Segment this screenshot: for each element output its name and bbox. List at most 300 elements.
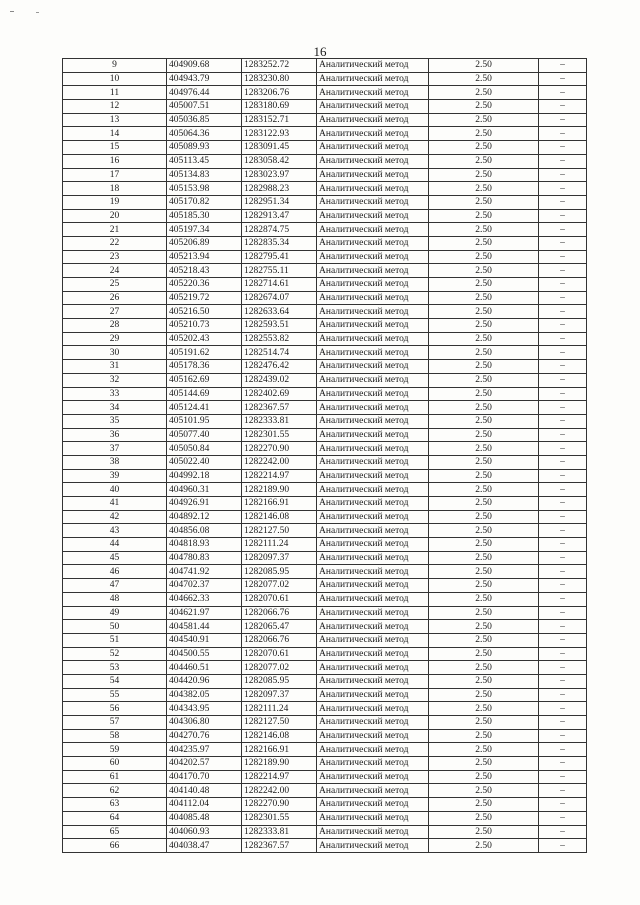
table-row bbox=[63, 702, 587, 716]
method-cell: Аналитический метод bbox=[317, 360, 429, 374]
method-cell: Аналитический метод bbox=[317, 250, 429, 264]
point-number-cell: 47 bbox=[63, 579, 167, 593]
x-coordinate-cell: 404235.97 bbox=[167, 743, 242, 757]
dash-cell: – bbox=[539, 633, 587, 647]
y-coordinate-cell: 1282402.69 bbox=[242, 387, 317, 401]
method-cell: Аналитический метод bbox=[317, 497, 429, 511]
dash-cell: – bbox=[539, 811, 587, 825]
table-row bbox=[63, 305, 587, 319]
table-row bbox=[63, 442, 587, 456]
table-row bbox=[63, 592, 587, 606]
dash-cell: – bbox=[539, 661, 587, 675]
x-coordinate-cell: 404926.91 bbox=[167, 497, 242, 511]
error-cell: 2.50 bbox=[429, 373, 539, 387]
method-cell: Аналитический метод bbox=[317, 291, 429, 305]
dash-cell: – bbox=[539, 455, 587, 469]
method-cell: Аналитический метод bbox=[317, 579, 429, 593]
error-cell: 2.50 bbox=[429, 770, 539, 784]
x-coordinate-cell: 404306.80 bbox=[167, 716, 242, 730]
method-cell: Аналитический метод bbox=[317, 606, 429, 620]
method-cell: Аналитический метод bbox=[317, 100, 429, 114]
x-coordinate-cell: 405191.62 bbox=[167, 346, 242, 360]
x-coordinate-cell: 404382.05 bbox=[167, 688, 242, 702]
x-coordinate-cell: 405210.73 bbox=[167, 319, 242, 333]
dash-cell: – bbox=[539, 195, 587, 209]
table-row bbox=[63, 141, 587, 155]
method-cell: Аналитический метод bbox=[317, 373, 429, 387]
point-number-cell: 14 bbox=[63, 127, 167, 141]
x-coordinate-cell: 404662.33 bbox=[167, 592, 242, 606]
table-row bbox=[63, 455, 587, 469]
table-row bbox=[63, 182, 587, 196]
y-coordinate-cell: 1282066.76 bbox=[242, 633, 317, 647]
y-coordinate-cell: 1283122.93 bbox=[242, 127, 317, 141]
error-cell: 2.50 bbox=[429, 428, 539, 442]
x-coordinate-cell: 405050.84 bbox=[167, 442, 242, 456]
table-row bbox=[63, 743, 587, 757]
method-cell: Аналитический метод bbox=[317, 168, 429, 182]
point-number-cell: 44 bbox=[63, 538, 167, 552]
dash-cell: – bbox=[539, 620, 587, 634]
method-cell: Аналитический метод bbox=[317, 319, 429, 333]
table-row bbox=[63, 168, 587, 182]
x-coordinate-cell: 404085.48 bbox=[167, 811, 242, 825]
dash-cell: – bbox=[539, 319, 587, 333]
x-coordinate-cell: 405216.50 bbox=[167, 305, 242, 319]
y-coordinate-cell: 1282633.64 bbox=[242, 305, 317, 319]
scan-speck bbox=[36, 12, 39, 13]
x-coordinate-cell: 404140.48 bbox=[167, 784, 242, 798]
x-coordinate-cell: 404741.92 bbox=[167, 565, 242, 579]
method-cell: Аналитический метод bbox=[317, 716, 429, 730]
table-row bbox=[63, 360, 587, 374]
table-row bbox=[63, 579, 587, 593]
point-number-cell: 35 bbox=[63, 414, 167, 428]
dash-cell: – bbox=[539, 743, 587, 757]
table-row bbox=[63, 524, 587, 538]
dash-cell: – bbox=[539, 72, 587, 86]
table-row bbox=[63, 633, 587, 647]
error-cell: 2.50 bbox=[429, 674, 539, 688]
error-cell: 2.50 bbox=[429, 223, 539, 237]
dash-cell: – bbox=[539, 250, 587, 264]
point-number-cell: 60 bbox=[63, 757, 167, 771]
dash-cell: – bbox=[539, 59, 587, 73]
x-coordinate-cell: 404818.93 bbox=[167, 538, 242, 552]
table-row bbox=[63, 127, 587, 141]
method-cell: Аналитический метод bbox=[317, 620, 429, 634]
point-number-cell: 33 bbox=[63, 387, 167, 401]
x-coordinate-cell: 404581.44 bbox=[167, 620, 242, 634]
point-number-cell: 24 bbox=[63, 264, 167, 278]
table-row bbox=[63, 839, 587, 853]
method-cell: Аналитический метод bbox=[317, 592, 429, 606]
x-coordinate-cell: 405218.43 bbox=[167, 264, 242, 278]
y-coordinate-cell: 1282127.50 bbox=[242, 524, 317, 538]
dash-cell: – bbox=[539, 414, 587, 428]
table-row bbox=[63, 798, 587, 812]
dash-cell: – bbox=[539, 469, 587, 483]
point-number-cell: 36 bbox=[63, 428, 167, 442]
method-cell: Аналитический метод bbox=[317, 414, 429, 428]
dash-cell: – bbox=[539, 360, 587, 374]
point-number-cell: 52 bbox=[63, 647, 167, 661]
y-coordinate-cell: 1282514.74 bbox=[242, 346, 317, 360]
x-coordinate-cell: 405064.36 bbox=[167, 127, 242, 141]
dash-cell: – bbox=[539, 524, 587, 538]
error-cell: 2.50 bbox=[429, 798, 539, 812]
dash-cell: – bbox=[539, 770, 587, 784]
y-coordinate-cell: 1282270.90 bbox=[242, 442, 317, 456]
point-number-cell: 31 bbox=[63, 360, 167, 374]
table-row bbox=[63, 428, 587, 442]
y-coordinate-cell: 1282874.75 bbox=[242, 223, 317, 237]
table-row bbox=[63, 825, 587, 839]
dash-cell: – bbox=[539, 346, 587, 360]
dash-cell: – bbox=[539, 825, 587, 839]
error-cell: 2.50 bbox=[429, 332, 539, 346]
method-cell: Аналитический метод bbox=[317, 428, 429, 442]
table-row bbox=[63, 606, 587, 620]
dash-cell: – bbox=[539, 182, 587, 196]
y-coordinate-cell: 1282242.00 bbox=[242, 455, 317, 469]
x-coordinate-cell: 405162.69 bbox=[167, 373, 242, 387]
method-cell: Аналитический метод bbox=[317, 113, 429, 127]
point-number-cell: 56 bbox=[63, 702, 167, 716]
error-cell: 2.50 bbox=[429, 168, 539, 182]
table-row bbox=[63, 551, 587, 565]
x-coordinate-cell: 404170.70 bbox=[167, 770, 242, 784]
table-row bbox=[63, 401, 587, 415]
point-number-cell: 26 bbox=[63, 291, 167, 305]
dash-cell: – bbox=[539, 86, 587, 100]
dash-cell: – bbox=[539, 154, 587, 168]
dash-cell: – bbox=[539, 674, 587, 688]
y-coordinate-cell: 1282755.11 bbox=[242, 264, 317, 278]
error-cell: 2.50 bbox=[429, 113, 539, 127]
y-coordinate-cell: 1282214.97 bbox=[242, 469, 317, 483]
x-coordinate-cell: 404892.12 bbox=[167, 510, 242, 524]
y-coordinate-cell: 1282333.81 bbox=[242, 825, 317, 839]
dash-cell: – bbox=[539, 428, 587, 442]
x-coordinate-cell: 404038.47 bbox=[167, 839, 242, 853]
x-coordinate-cell: 405185.30 bbox=[167, 209, 242, 223]
dash-cell: – bbox=[539, 757, 587, 771]
point-number-cell: 30 bbox=[63, 346, 167, 360]
point-number-cell: 15 bbox=[63, 141, 167, 155]
y-coordinate-cell: 1282070.61 bbox=[242, 592, 317, 606]
dash-cell: – bbox=[539, 688, 587, 702]
table-row bbox=[63, 387, 587, 401]
dash-cell: – bbox=[539, 551, 587, 565]
dash-cell: – bbox=[539, 565, 587, 579]
point-number-cell: 54 bbox=[63, 674, 167, 688]
table-row bbox=[63, 86, 587, 100]
x-coordinate-cell: 405134.83 bbox=[167, 168, 242, 182]
x-coordinate-cell: 405178.36 bbox=[167, 360, 242, 374]
dash-cell: – bbox=[539, 442, 587, 456]
point-number-cell: 61 bbox=[63, 770, 167, 784]
x-coordinate-cell: 404540.91 bbox=[167, 633, 242, 647]
error-cell: 2.50 bbox=[429, 483, 539, 497]
error-cell: 2.50 bbox=[429, 319, 539, 333]
method-cell: Аналитический метод bbox=[317, 127, 429, 141]
x-coordinate-cell: 405124.41 bbox=[167, 401, 242, 415]
method-cell: Аналитический метод bbox=[317, 278, 429, 292]
x-coordinate-cell: 405206.89 bbox=[167, 236, 242, 250]
y-coordinate-cell: 1282913.47 bbox=[242, 209, 317, 223]
error-cell: 2.50 bbox=[429, 524, 539, 538]
error-cell: 2.50 bbox=[429, 497, 539, 511]
dash-cell: – bbox=[539, 702, 587, 716]
y-coordinate-cell: 1283023.97 bbox=[242, 168, 317, 182]
error-cell: 2.50 bbox=[429, 250, 539, 264]
point-number-cell: 22 bbox=[63, 236, 167, 250]
dash-cell: – bbox=[539, 647, 587, 661]
coordinates-table bbox=[62, 58, 587, 853]
error-cell: 2.50 bbox=[429, 141, 539, 155]
y-coordinate-cell: 1282214.97 bbox=[242, 770, 317, 784]
point-number-cell: 19 bbox=[63, 195, 167, 209]
error-cell: 2.50 bbox=[429, 661, 539, 675]
point-number-cell: 17 bbox=[63, 168, 167, 182]
point-number-cell: 20 bbox=[63, 209, 167, 223]
method-cell: Аналитический метод bbox=[317, 236, 429, 250]
x-coordinate-cell: 404780.83 bbox=[167, 551, 242, 565]
y-coordinate-cell: 1282065.47 bbox=[242, 620, 317, 634]
dash-cell: – bbox=[539, 168, 587, 182]
method-cell: Аналитический метод bbox=[317, 688, 429, 702]
error-cell: 2.50 bbox=[429, 811, 539, 825]
x-coordinate-cell: 405153.98 bbox=[167, 182, 242, 196]
error-cell: 2.50 bbox=[429, 538, 539, 552]
y-coordinate-cell: 1282097.37 bbox=[242, 551, 317, 565]
error-cell: 2.50 bbox=[429, 455, 539, 469]
x-coordinate-cell: 404500.55 bbox=[167, 647, 242, 661]
table-row bbox=[63, 278, 587, 292]
method-cell: Аналитический метод bbox=[317, 770, 429, 784]
dash-cell: – bbox=[539, 373, 587, 387]
table-row bbox=[63, 497, 587, 511]
table-row bbox=[63, 510, 587, 524]
dash-cell: – bbox=[539, 510, 587, 524]
x-coordinate-cell: 405202.43 bbox=[167, 332, 242, 346]
y-coordinate-cell: 1282077.02 bbox=[242, 661, 317, 675]
point-number-cell: 27 bbox=[63, 305, 167, 319]
dash-cell: – bbox=[539, 387, 587, 401]
dash-cell: – bbox=[539, 729, 587, 743]
dash-cell: – bbox=[539, 291, 587, 305]
y-coordinate-cell: 1282951.34 bbox=[242, 195, 317, 209]
table-row bbox=[63, 661, 587, 675]
x-coordinate-cell: 405089.93 bbox=[167, 141, 242, 155]
point-number-cell: 32 bbox=[63, 373, 167, 387]
dash-cell: – bbox=[539, 113, 587, 127]
point-number-cell: 53 bbox=[63, 661, 167, 675]
error-cell: 2.50 bbox=[429, 551, 539, 565]
dash-cell: – bbox=[539, 209, 587, 223]
error-cell: 2.50 bbox=[429, 633, 539, 647]
x-coordinate-cell: 404856.08 bbox=[167, 524, 242, 538]
y-coordinate-cell: 1282593.51 bbox=[242, 319, 317, 333]
point-number-cell: 42 bbox=[63, 510, 167, 524]
method-cell: Аналитический метод bbox=[317, 538, 429, 552]
y-coordinate-cell: 1282111.24 bbox=[242, 538, 317, 552]
y-coordinate-cell: 1282077.02 bbox=[242, 579, 317, 593]
method-cell: Аналитический метод bbox=[317, 195, 429, 209]
point-number-cell: 10 bbox=[63, 72, 167, 86]
method-cell: Аналитический метод bbox=[317, 674, 429, 688]
x-coordinate-cell: 404420.96 bbox=[167, 674, 242, 688]
method-cell: Аналитический метод bbox=[317, 839, 429, 853]
method-cell: Аналитический метод bbox=[317, 59, 429, 73]
y-coordinate-cell: 1282070.61 bbox=[242, 647, 317, 661]
table-row bbox=[63, 113, 587, 127]
point-number-cell: 46 bbox=[63, 565, 167, 579]
x-coordinate-cell: 405213.94 bbox=[167, 250, 242, 264]
point-number-cell: 34 bbox=[63, 401, 167, 415]
error-cell: 2.50 bbox=[429, 209, 539, 223]
method-cell: Аналитический метод bbox=[317, 757, 429, 771]
y-coordinate-cell: 1282835.34 bbox=[242, 236, 317, 250]
error-cell: 2.50 bbox=[429, 839, 539, 853]
scan-speck bbox=[10, 11, 14, 12]
method-cell: Аналитический метод bbox=[317, 798, 429, 812]
dash-cell: – bbox=[539, 264, 587, 278]
method-cell: Аналитический метод bbox=[317, 565, 429, 579]
x-coordinate-cell: 405022.40 bbox=[167, 455, 242, 469]
error-cell: 2.50 bbox=[429, 784, 539, 798]
method-cell: Аналитический метод bbox=[317, 811, 429, 825]
error-cell: 2.50 bbox=[429, 154, 539, 168]
error-cell: 2.50 bbox=[429, 278, 539, 292]
dash-cell: – bbox=[539, 236, 587, 250]
error-cell: 2.50 bbox=[429, 510, 539, 524]
method-cell: Аналитический метод bbox=[317, 332, 429, 346]
error-cell: 2.50 bbox=[429, 469, 539, 483]
table-row bbox=[63, 674, 587, 688]
error-cell: 2.50 bbox=[429, 195, 539, 209]
point-number-cell: 28 bbox=[63, 319, 167, 333]
error-cell: 2.50 bbox=[429, 565, 539, 579]
point-number-cell: 21 bbox=[63, 223, 167, 237]
x-coordinate-cell: 404112.04 bbox=[167, 798, 242, 812]
x-coordinate-cell: 404909.68 bbox=[167, 59, 242, 73]
point-number-cell: 13 bbox=[63, 113, 167, 127]
dash-cell: – bbox=[539, 839, 587, 853]
x-coordinate-cell: 404202.57 bbox=[167, 757, 242, 771]
x-coordinate-cell: 404270.76 bbox=[167, 729, 242, 743]
y-coordinate-cell: 1282146.08 bbox=[242, 729, 317, 743]
x-coordinate-cell: 405101.95 bbox=[167, 414, 242, 428]
dash-cell: – bbox=[539, 592, 587, 606]
error-cell: 2.50 bbox=[429, 360, 539, 374]
table-row bbox=[63, 195, 587, 209]
error-cell: 2.50 bbox=[429, 86, 539, 100]
point-number-cell: 38 bbox=[63, 455, 167, 469]
method-cell: Аналитический метод bbox=[317, 305, 429, 319]
x-coordinate-cell: 405007.51 bbox=[167, 100, 242, 114]
method-cell: Аналитический метод bbox=[317, 483, 429, 497]
dash-cell: – bbox=[539, 716, 587, 730]
table-row bbox=[63, 319, 587, 333]
y-coordinate-cell: 1282085.95 bbox=[242, 565, 317, 579]
x-coordinate-cell: 405170.82 bbox=[167, 195, 242, 209]
method-cell: Аналитический метод bbox=[317, 209, 429, 223]
y-coordinate-cell: 1282166.91 bbox=[242, 743, 317, 757]
table-row bbox=[63, 291, 587, 305]
point-number-cell: 59 bbox=[63, 743, 167, 757]
dash-cell: – bbox=[539, 332, 587, 346]
y-coordinate-cell: 1282301.55 bbox=[242, 428, 317, 442]
point-number-cell: 37 bbox=[63, 442, 167, 456]
dash-cell: – bbox=[539, 127, 587, 141]
point-number-cell: 49 bbox=[63, 606, 167, 620]
method-cell: Аналитический метод bbox=[317, 524, 429, 538]
error-cell: 2.50 bbox=[429, 579, 539, 593]
method-cell: Аналитический метод bbox=[317, 223, 429, 237]
point-number-cell: 39 bbox=[63, 469, 167, 483]
table-row bbox=[63, 332, 587, 346]
table-row bbox=[63, 346, 587, 360]
point-number-cell: 51 bbox=[63, 633, 167, 647]
point-number-cell: 18 bbox=[63, 182, 167, 196]
method-cell: Аналитический метод bbox=[317, 401, 429, 415]
y-coordinate-cell: 1282367.57 bbox=[242, 839, 317, 853]
point-number-cell: 40 bbox=[63, 483, 167, 497]
error-cell: 2.50 bbox=[429, 264, 539, 278]
point-number-cell: 11 bbox=[63, 86, 167, 100]
error-cell: 2.50 bbox=[429, 647, 539, 661]
y-coordinate-cell: 1282476.42 bbox=[242, 360, 317, 374]
y-coordinate-cell: 1283091.45 bbox=[242, 141, 317, 155]
dash-cell: – bbox=[539, 538, 587, 552]
point-number-cell: 50 bbox=[63, 620, 167, 634]
error-cell: 2.50 bbox=[429, 716, 539, 730]
point-number-cell: 29 bbox=[63, 332, 167, 346]
x-coordinate-cell: 404060.93 bbox=[167, 825, 242, 839]
error-cell: 2.50 bbox=[429, 387, 539, 401]
method-cell: Аналитический метод bbox=[317, 154, 429, 168]
y-coordinate-cell: 1282333.81 bbox=[242, 414, 317, 428]
method-cell: Аналитический метод bbox=[317, 141, 429, 155]
y-coordinate-cell: 1283058.42 bbox=[242, 154, 317, 168]
table-row bbox=[63, 688, 587, 702]
method-cell: Аналитический метод bbox=[317, 551, 429, 565]
table-row bbox=[63, 373, 587, 387]
method-cell: Аналитический метод bbox=[317, 825, 429, 839]
method-cell: Аналитический метод bbox=[317, 729, 429, 743]
method-cell: Аналитический метод bbox=[317, 743, 429, 757]
point-number-cell: 25 bbox=[63, 278, 167, 292]
method-cell: Аналитический метод bbox=[317, 86, 429, 100]
page-number: 16 bbox=[313, 44, 327, 59]
x-coordinate-cell: 404621.97 bbox=[167, 606, 242, 620]
point-number-cell: 9 bbox=[63, 59, 167, 73]
table-row bbox=[63, 811, 587, 825]
y-coordinate-cell: 1282439.02 bbox=[242, 373, 317, 387]
error-cell: 2.50 bbox=[429, 442, 539, 456]
point-number-cell: 66 bbox=[63, 839, 167, 853]
error-cell: 2.50 bbox=[429, 236, 539, 250]
y-coordinate-cell: 1283230.80 bbox=[242, 72, 317, 86]
method-cell: Аналитический метод bbox=[317, 442, 429, 456]
y-coordinate-cell: 1282242.00 bbox=[242, 784, 317, 798]
error-cell: 2.50 bbox=[429, 702, 539, 716]
x-coordinate-cell: 405197.34 bbox=[167, 223, 242, 237]
x-coordinate-cell: 405077.40 bbox=[167, 428, 242, 442]
error-cell: 2.50 bbox=[429, 100, 539, 114]
